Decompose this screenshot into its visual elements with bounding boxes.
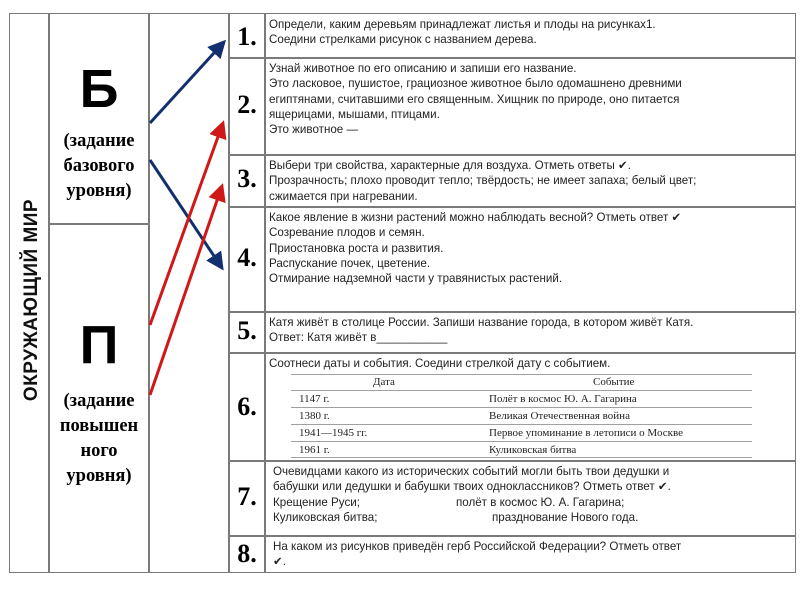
level-letter-basic: Б [79,59,119,119]
task-number: 4. [237,243,257,272]
task-line: Соотнеси даты и события. Соедини стрелкой дату с событием. [269,357,611,370]
task-line: Ответ: Катя живёт в___________ [269,331,448,345]
table-cell-date: 1941—1945 гг. [299,427,368,439]
task-number: 8. [237,539,257,568]
level-desc-line: уровня) [66,181,132,201]
task-number: 2. [237,90,257,119]
task-line: Соедини стрелками рисунок с названием дерева. [269,33,537,47]
table-cell-date: 1961 г. [299,444,330,456]
arrow-advanced-to-task2 [150,123,223,325]
arrow-advanced-to-task3 [150,186,222,395]
task-number: 5. [237,316,257,345]
table-header-date: Дата [373,376,395,388]
task-line: ящерицами, мышами, птицами. [269,107,440,121]
task-line: Прозрачность; плохо проводит тепло; твёрдость; не имеет запаха; белый цвет; [269,174,697,188]
task-number: 6. [237,392,257,421]
arrow-basic-to-task1 [150,42,224,123]
table-cell-event: Великая Отечественная война [489,410,630,422]
table-cell-date: 1147 г. [299,393,330,405]
task-line: Распускание почек, цветение. [269,256,431,270]
task-line: Определи, каким деревьям принадлежат листья и плоды на рисунках1. [269,18,656,31]
task-line: Это животное — [269,123,359,137]
subject-title-text: ОКРУЖАЮЩИЙ МИР [21,198,42,402]
table-header-event: Событие [593,376,635,388]
task-line: сжимается при нагревании. [269,189,418,203]
task-line: Созревание плодов и семян. [269,226,425,240]
task-line: Узнай животное по его описанию и запиши его название. [269,62,577,75]
level-desc-line: (задание [63,391,135,411]
level-desc-line: уровня) [66,466,132,486]
level-desc-line: базового [63,156,135,176]
table-cell-event: Куликовская битва [489,444,577,456]
task-line: ✔. [273,555,286,569]
task-number: 7. [237,482,257,511]
task-option: Крещение Руси; [273,495,360,509]
task-line: Приостановка роста и развития. [269,241,444,255]
task-line: Какое явление в жизни растений можно наблюдать весной? Отметь ответ ✔ [269,211,682,224]
level-desc-line: (задание [63,131,135,151]
table-cell-event: Полёт в космос Ю. А. Гагарина [489,393,637,405]
task-line: египтянами, считавшими его священным. Хищник по природе, оно питается [269,92,680,106]
task-line: Отмирание надземной части у травянистых растений. [269,272,563,286]
task-number: 3. [237,164,257,193]
task-line: На каком из рисунков приведён герб Российской Федерации? Отметь ответ [273,540,682,553]
task-line: Катя живёт в столице России. Запиши название города, в котором живёт Катя. [269,316,694,329]
task-line: бабушки или дедушки и бабушки твоих одноклассников? Отметь ответ ✔. [273,480,671,494]
level-letter-advanced: П [79,315,119,375]
level-desc-line: повышен [59,416,139,436]
task-line: Выбери три свойства, характерные для воздуха. Отметь ответы ✔. [269,159,631,172]
table-cell-event: Первое упоминание в летописи о Москве [489,427,683,439]
task-option: Куликовская битва; [273,510,378,524]
level-desc-line: ного [80,441,118,461]
table-cell-date: 1380 г. [299,410,330,422]
task-option: полёт в космос Ю. А. Гагарина; [456,495,625,509]
task-option: празднование Нового года. [492,510,639,524]
task-line: Это ласковое, пушистое, грациозное животное было одомашнено древними [269,77,682,91]
task-line: Очевидцами какого из исторических событий могли быть твои дедушки и [273,465,670,478]
task-number: 1. [237,22,257,51]
